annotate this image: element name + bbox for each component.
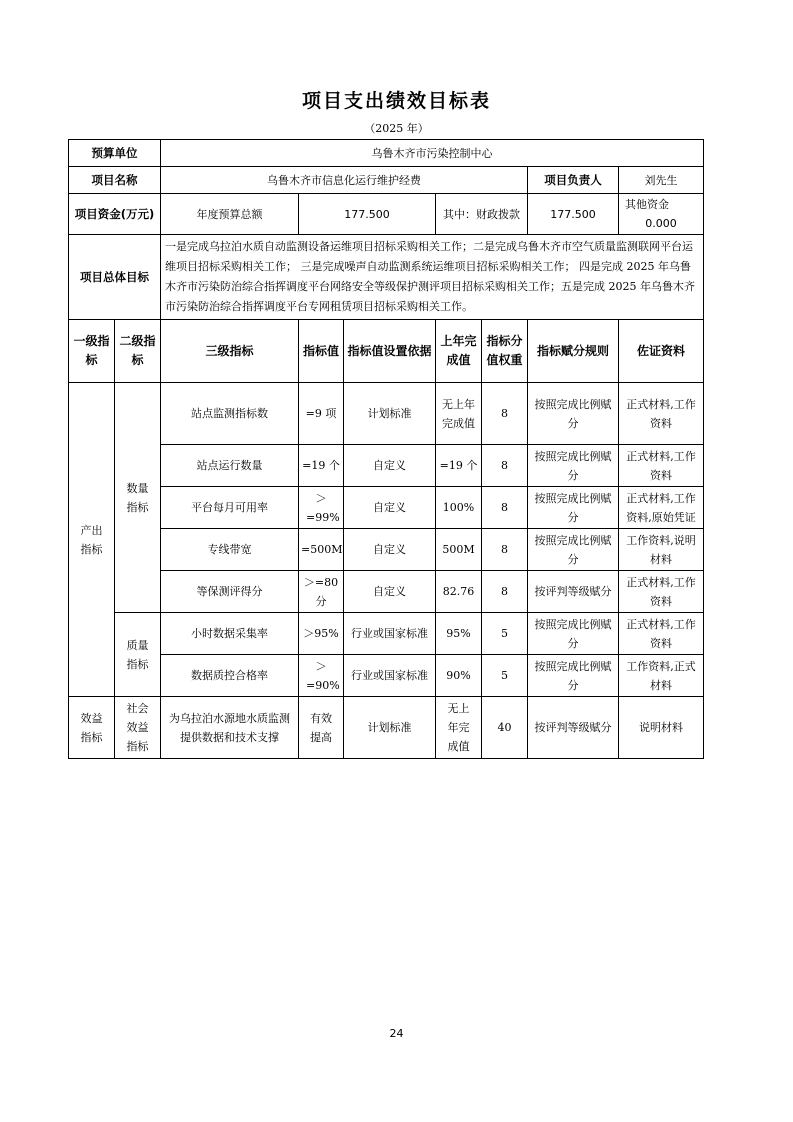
funds-fiscal-value: 177.500: [528, 194, 619, 235]
level2-social: 社会效益指标: [115, 697, 161, 759]
leader-value: 刘先生: [619, 167, 704, 194]
funds-fiscal-label: 其中：财政拨款: [436, 194, 528, 235]
header-level1: 一级指标: [69, 320, 115, 383]
indicator-evidence: 正式材料,工作资料: [619, 383, 704, 445]
indicator-name: 等保测评得分: [161, 571, 299, 613]
indicator-basis: 自定义: [344, 487, 436, 529]
level1-benefit: 效益指标: [69, 697, 115, 759]
indicator-basis: 行业或国家标准: [344, 655, 436, 697]
indicator-evidence: 正式材料,工作资料: [619, 445, 704, 487]
indicator-basis: 自定义: [344, 571, 436, 613]
table-row: [69, 529, 704, 571]
indicator-last: 90%: [436, 655, 482, 697]
page-title: 项目支出绩效目标表: [301, 90, 491, 112]
indicator-weight: 5: [482, 655, 528, 697]
goal-text: 一是完成乌拉泊水质自动监测设备运维项目招标采购相关工作；二是完成乌鲁木齐市空气质量监测联网平台运维项目招标采购相关工作； 三是完成噪声自动监测系统运维项目招标采购相关工作； 四是完成 2025 年乌鲁木齐市污染防治综合指挥调度平台网络安全等级保护测评项目招标采购相关工作；五是完成 2025 年乌鲁木齐市污染防治综合指挥调度平台专网租赁项目招标采购相关工作。: [161, 235, 704, 320]
indicator-value: 有效提高: [299, 697, 344, 759]
leader-label: 项目负责人: [528, 167, 619, 194]
header-weight: 指标分值权重: [482, 320, 528, 383]
level2-quantity: 数量指标: [115, 383, 161, 613]
table-row: [69, 655, 704, 697]
unit-value: 乌鲁木齐市污染控制中心: [161, 140, 704, 167]
header-basis: 指标值设置依据: [344, 320, 436, 383]
header-level2: 二级指标: [115, 320, 161, 383]
indicator-weight: 8: [482, 445, 528, 487]
indicator-last: 100%: [436, 487, 482, 529]
indicator-evidence: 工作资料,正式材料: [619, 655, 704, 697]
indicator-value: =9 项: [299, 383, 344, 445]
indicator-last: 无上年完成值: [436, 383, 482, 445]
indicator-evidence: 工作资料,说明材料: [619, 529, 704, 571]
level1-output: 产出指标: [69, 383, 115, 697]
funds-label: 项目资金(万元): [69, 194, 161, 235]
table-row: [69, 697, 704, 759]
project-label: 项目名称: [69, 167, 161, 194]
goal-label: 项目总体目标: [69, 235, 161, 320]
indicator-evidence: 正式材料,工作资料: [619, 571, 704, 613]
indicator-value: =19 个: [299, 445, 344, 487]
indicator-value: ＞=90%: [299, 655, 344, 697]
indicator-last: 95%: [436, 613, 482, 655]
indicator-weight: 8: [482, 383, 528, 445]
indicator-rule: 按照完成比例赋分: [528, 529, 619, 571]
header-value: 指标值: [299, 320, 344, 383]
indicator-name: 小时数据采集率: [161, 613, 299, 655]
indicator-evidence: 说明材料: [619, 697, 704, 759]
indicator-basis: 行业或国家标准: [344, 613, 436, 655]
indicator-last: 无上年完成值: [436, 697, 482, 759]
goal-row: [69, 235, 704, 320]
funds-total-value: 177.500: [299, 194, 436, 235]
indicator-last: 82.76: [436, 571, 482, 613]
indicator-value: ＞=99%: [299, 487, 344, 529]
table-row: [69, 487, 704, 529]
indicator-rule: 按评判等级赋分: [528, 697, 619, 759]
indicator-rule: 按照完成比例赋分: [528, 487, 619, 529]
indicator-basis: 计划标准: [344, 697, 436, 759]
table-row: [69, 613, 704, 655]
funds-row: [69, 194, 704, 235]
indicator-name: 为乌拉泊水源地水质监测提供数据和技术支撑: [161, 697, 299, 759]
indicator-rule: 按照完成比例赋分: [528, 445, 619, 487]
indicator-value: ＞95%: [299, 613, 344, 655]
header-rule: 指标赋分规则: [528, 320, 619, 383]
project-value: 乌鲁木齐市信息化运行维护经费: [161, 167, 528, 194]
funds-other-label: [619, 194, 704, 235]
header-row: [69, 320, 704, 383]
indicator-basis: 自定义: [344, 445, 436, 487]
indicator-evidence: 正式材料,工作资料,原始凭证: [619, 487, 704, 529]
indicator-value: ＞=80分: [299, 571, 344, 613]
indicator-evidence: 正式材料,工作资料: [619, 613, 704, 655]
indicator-weight: 8: [482, 529, 528, 571]
indicator-weight: 5: [482, 613, 528, 655]
page-number: 24: [389, 1027, 404, 1040]
funds-other-label-text: 其他资金: [625, 198, 669, 211]
indicator-name: 站点运行数量: [161, 445, 299, 487]
indicator-last: 500M: [436, 529, 482, 571]
indicator-name: 平台每月可用率: [161, 487, 299, 529]
indicator-name: 站点监测指标数: [161, 383, 299, 445]
project-row: [69, 167, 704, 194]
table-row: [69, 571, 704, 613]
indicator-weight: 40: [482, 697, 528, 759]
indicator-rule: 按照完成比例赋分: [528, 655, 619, 697]
indicator-rule: 按照完成比例赋分: [528, 613, 619, 655]
indicator-basis: 自定义: [344, 529, 436, 571]
indicator-rule: 按评判等级赋分: [528, 571, 619, 613]
table-row: [69, 445, 704, 487]
indicator-name: 数据质控合格率: [161, 655, 299, 697]
unit-row: [69, 140, 704, 167]
indicator-last: =19 个: [436, 445, 482, 487]
indicator-weight: 8: [482, 571, 528, 613]
funds-total-label: 年度预算总额: [161, 194, 299, 235]
year-label: （2025 年）: [364, 122, 429, 135]
level2-quality: 质量指标: [115, 613, 161, 697]
indicator-rule: 按照完成比例赋分: [528, 383, 619, 445]
indicator-basis: 计划标准: [344, 383, 436, 445]
unit-label: 预算单位: [69, 140, 161, 167]
performance-table: [68, 139, 704, 759]
header-last-year: 上年完成值: [436, 320, 482, 383]
table-row: [69, 383, 704, 445]
funds-other-value: 0.000: [645, 217, 677, 230]
header-level3: 三级指标: [161, 320, 299, 383]
indicator-value: =500M: [299, 529, 344, 571]
indicator-weight: 8: [482, 487, 528, 529]
header-evidence: 佐证资料: [619, 320, 704, 383]
indicator-name: 专线带宽: [161, 529, 299, 571]
